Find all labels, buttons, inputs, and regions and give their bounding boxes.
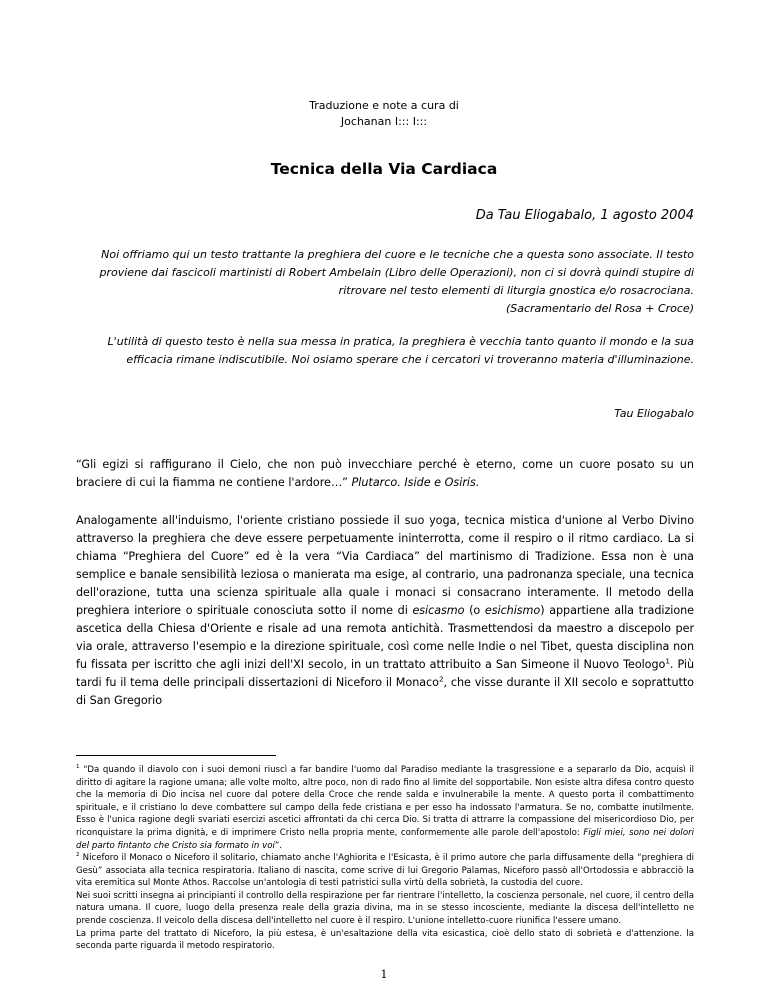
page-number: 1 [380,968,388,981]
footnote-2-number: 2 [76,852,80,859]
body-text: Analogamente all'induismo, l'oriente cristiano possiede il suo yoga, tecnica mistica d'unione al Verbo Divino attraverso la preghiera che deve essere perpetuamente ininterrotta, come il respiro o il ritmo cardiaco. La si chiama “Preghiera del Cuore” ed è la vera “Via Cardiaca” del martinismo di Tradizione. Essa non è una semplice e banale sensibilità leziosa o manierata ma esige, al contrario, una padronanza speciale, una tecnica dell'orazione, tutta una scienza spirituale alla quale i monaci si consacrano interamente. Il metodo della preghiera interiore o spirituale conosciuta sotto il nome di [76,514,694,617]
quote-source: Plutarco. Iside e Osiris. [351,476,480,489]
quote-text: “Gli egizi si raffigurano il Cielo, che non può invecchiare perché è eterno, come un cuore posato su un braciere di cui la fiamma ne contiene l'ardore…” [76,458,694,489]
intro-p1-note: (Sacramentario del Rosa + Croce) [505,302,694,315]
footnote-ref-2[interactable]: 2 [438,674,444,684]
signature: Tau Eliogabalo [614,407,694,420]
term-esicasmo: esicasmo [412,604,465,617]
intro-block [76,246,694,384]
credits-line-1: Traduzione e note a cura di [309,99,459,112]
footnote-2-paragraph-3: La prima parte del trattato di Niceforo, la più estesa, è un'esaltazione della vita esicastica, cioè dello stato di sobrietà e d'attenzione. la seconda parte riguarda il metodo respiratorio. [76,928,694,952]
footnote-ref-1[interactable]: 1 [665,656,670,666]
footnote-2-paragraph-1 [76,852,694,890]
intro-paragraph-1 [76,246,694,318]
footnote-separator [76,755,276,756]
body-text: . Più tardi fu il tema delle principali dissertazioni di Niceforo il Monaco [76,658,694,689]
dateline: Da Tau Eliogabalo, 1 agosto 2004 [475,208,694,223]
credits-line-2: Jochanan I::: I::: [340,115,428,128]
footnote-1-citation: Figli miei, sono nei dolori del parto fintanto che Cristo sia formato in voi [76,827,694,851]
body-text: ) appartiene alla tradizione ascetica della Chiesa d'Oriente e risale ad una remota antichità. Trasmettendosi da maestro a discepolo per via orale, attraverso l'esempio e la direzione spirituale, così come nelle Indie o nel Tibet, questa disciplina non fu fissata per iscritto che agli inizi dell'XI secolo, in un trattato attribuito a San Simeone il Nuovo Teologo [76,604,694,671]
body-text: , che visse durante il XII secolo e soprattutto di San Gregorio [76,676,694,707]
footnote-2-text: Niceforo il Monaco o Niceforo il solitario, chiamato anche l'Aghiorita e l'Esicasta, è il primo autore che parla diffusamente della “preghiera di Gesù” associata alla tecnica respiratoria. Italiano di nascita, come scrive di lui Gregorio Palamas, Niceforo passò all'Ortodossia e abbracciò la vita eremitica sul Monte Athos. Raccolse un'antologia di testi patristici sulla virtù della sobrietà, la custodia del cuore. [76,853,694,889]
footnote-2 [76,852,694,953]
body-paragraph [76,512,694,710]
footnote-1 [76,764,694,852]
footnote-1-number: 1 [76,764,80,771]
intro-paragraph-2: L'utilità di questo testo è nella sua messa in pratica, la preghiera è vecchia tanto quanto il mondo e la sua efficacia rimane indiscutibile. Noi osiamo sperare che i cercatori vi troveranno materia d'illuminazione. [107,335,694,366]
intro-p1-text: Noi offriamo qui un testo trattante la preghiera del cuore e le tecniche che a questa sono associate. Il testo proviene dai fascicoli martinisti di Robert Ambelain (Libro delle Operazioni), non ci si dovrà quindi stupire di ritrovare nel testo elementi di liturgia gnostica e/o rosacrociana. [99,248,694,297]
footnote-1-text: “Da quando il diavolo con i suoi demoni riuscì a far bandire l'uomo dal Paradiso mediante la trasgressione e a separarlo da Dio, acquisì il diritto di agitare la ragione umana; alle volte molto, altre poco, non di rado fino al limite del sopportabile. Non esiste altra difesa contro questo che la memoria di Dio incisa nel cuore dal potere della Croce che rende salda e invulnerabile la mente. A questo porta il combattimento spirituale, e il cristiano lo deve combattere sul campo della fede cristiana e per esso ha indossato l'armatura. Se no, combatte inutilmente. Esso è l'unica ragione degli svariati esercizi ascetici affrontati da chi cerca Dio. Si tratta di attrarre la compassione del misericordioso Dio, per riconquistare la prima dignità, e di imprimere Cristo nella propria mente, conformemente alle parole dell'apostolo: [76,765,694,838]
footnote-2-paragraph-2: Nei suoi scritti insegna ai principianti il controllo della respirazione per far rientrare l'intelletto, la coscienza personale, nel cuore, il centro della natura umana. Il cuore, luogo della presenza reale della grazia divina, ma in se stesso incosciente, mediante la discesa dell'intelletto ne prende coscienza. Il veicolo della discesa dell'intelletto nel cuore è il respiro. L'unione intelletto-cuore riunifica l'essere umano. [76,890,694,926]
footnote-1-end: ”. [274,840,283,851]
body-text: (o [464,604,485,617]
document-title: Tecnica della Via Cardiaca [270,160,498,178]
epigraph-quote [76,456,694,492]
footnote-1-paragraph [76,764,694,852]
term-esichismo: esichismo [484,604,541,617]
translation-credits [0,98,768,130]
